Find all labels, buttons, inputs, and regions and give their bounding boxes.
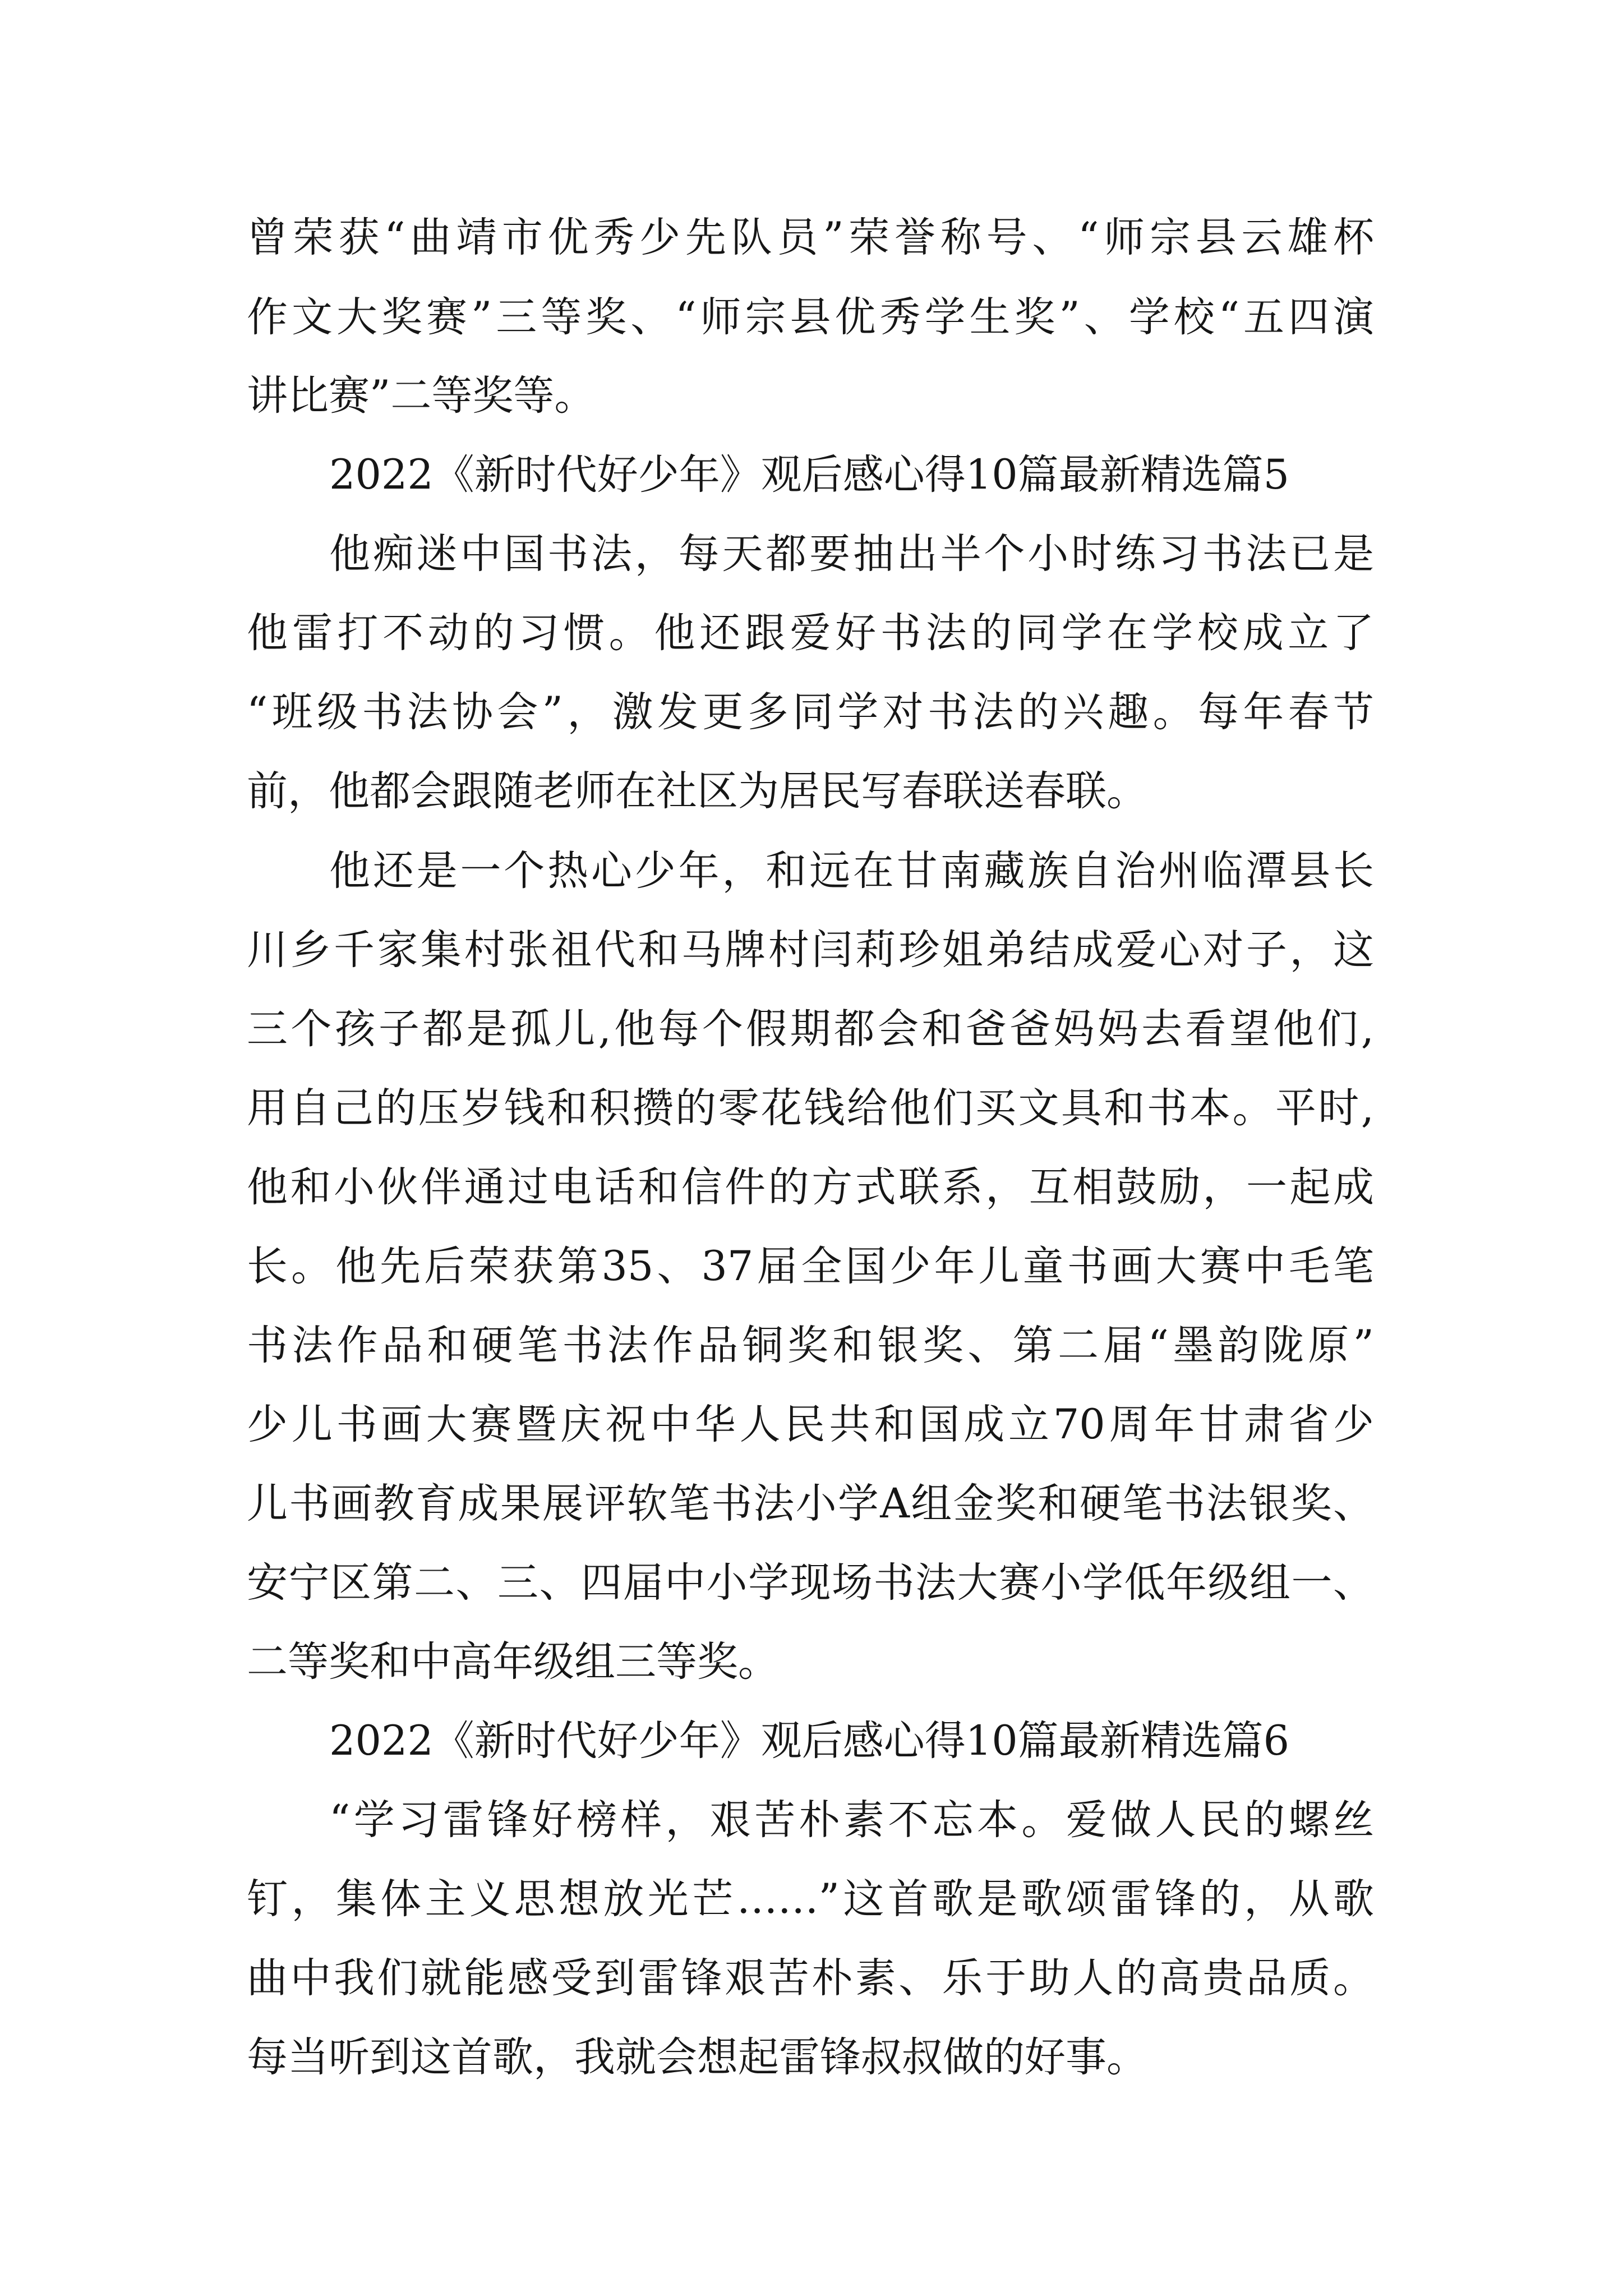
section-heading: 2022《新时代好少年》观后感心得10篇最新精选篇5	[329, 451, 1290, 499]
text-line: 钉，集体主义思想放光芒……”这首歌是歌颂雷锋的，从歌	[247, 1875, 1374, 1923]
text-line: 他还是一个热心少年，和远在甘南藏族自治州临潭县长	[329, 847, 1374, 895]
text-line: 用自己的压岁钱和积攒的零花钱给他们买文具和书本。平时,	[247, 1084, 1374, 1132]
text-line: 曲中我们就能感受到雷锋艰苦朴素、乐于助人的高贵品质。	[247, 1954, 1374, 2002]
text-line: 少儿书画大赛暨庆祝中华人民共和国成立70周年甘肃省少	[247, 1401, 1374, 1448]
section-heading: 2022《新时代好少年》观后感心得10篇最新精选篇6	[329, 1717, 1290, 1765]
text-line: 每当听到这首歌，我就会想起雷锋叔叔做的好事。	[247, 2033, 1147, 2081]
text-line: 安宁区第二、三、四届中小学现场书法大赛小学低年级组一、	[247, 1559, 1374, 1607]
text-line: 讲比赛”二等奖等。	[247, 372, 596, 420]
text-line: 他和小伙伴通过电话和信件的方式联系，互相鼓励，一起成	[247, 1163, 1374, 1211]
text-line: 二等奖和中高年级组三等奖。	[247, 1638, 779, 1686]
text-line: 三个孩子都是孤儿,他每个假期都会和爸爸妈妈去看望他们,	[247, 1005, 1374, 1053]
text-line: 川乡千家集村张祖代和马牌村闫莉珍姐弟结成爱心对子，这	[247, 926, 1374, 974]
text-line: 前，他都会跟随老师在社区为居民写春联送春联。	[247, 767, 1147, 815]
text-line: “学习雷锋好榜样，艰苦朴素不忘本。爱做人民的螺丝	[329, 1796, 1374, 1844]
text-line: 书法作品和硬笔书法作品铜奖和银奖、第二届“墨韵陇原”	[247, 1322, 1374, 1369]
text-line: 他雷打不动的习惯。他还跟爱好书法的同学在学校成立了	[247, 609, 1374, 657]
text-line: 儿书画教育成果展评软笔书法小学A组金奖和硬笔书法银奖、	[247, 1480, 1374, 1527]
text-line: 曾荣获“曲靖市优秀少先队员”荣誉称号、“师宗县云雄杯	[247, 214, 1374, 261]
text-line: “班级书法协会”，激发更多同学对书法的兴趣。每年春节	[247, 688, 1374, 736]
text-line: 作文大奖赛”三等奖、“师宗县优秀学生奖”、学校“五四演	[247, 293, 1374, 341]
text-line: 长。他先后荣获第35、37届全国少年儿童书画大赛中毛笔	[247, 1243, 1374, 1290]
text-line: 他痴迷中国书法，每天都要抽出半个小时练习书法已是	[329, 530, 1374, 578]
